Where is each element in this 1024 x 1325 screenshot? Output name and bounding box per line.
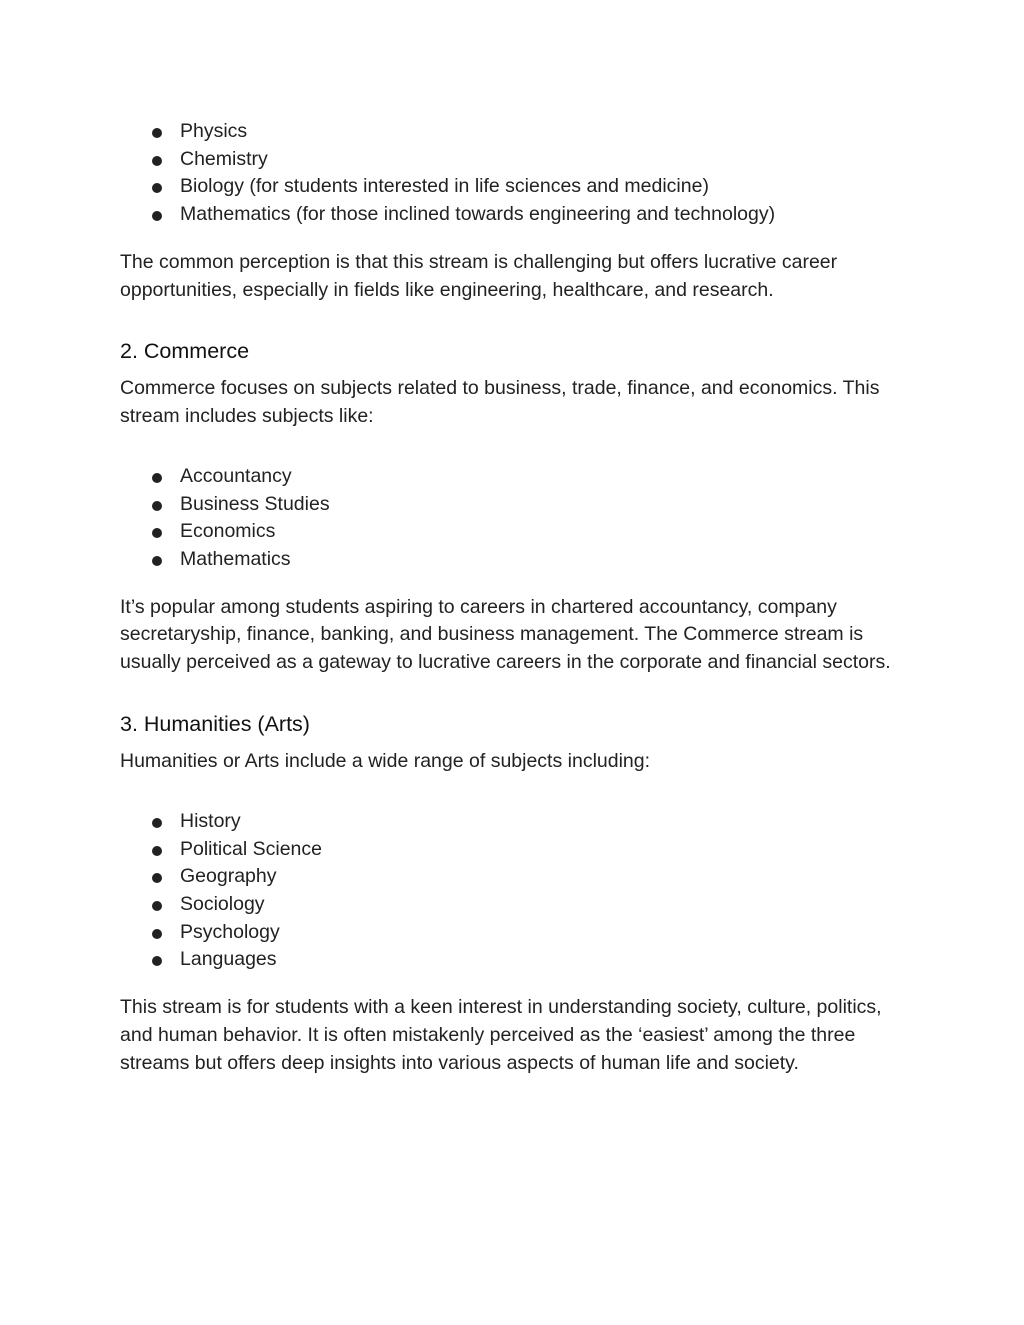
humanities-heading: 3. Humanities (Arts) (120, 712, 310, 737)
list-item (120, 118, 910, 146)
list-item-text: Sociology (180, 892, 265, 915)
list-item (120, 546, 910, 574)
list-item-text: Economics (180, 520, 276, 543)
list-item (120, 201, 910, 229)
bullet-icon (152, 556, 162, 566)
commerce-heading: 2. Commerce (120, 339, 250, 364)
list-item (120, 891, 910, 919)
bullet-icon (152, 846, 162, 856)
list-item (120, 836, 910, 864)
science-paragraph: The common perception is that this stream is challenging but offers lucrative career opportunities, especially in fields like engineering, healthcare, and research. (120, 250, 838, 301)
list-item (120, 863, 910, 891)
bullet-icon (152, 128, 162, 138)
bullet-icon (152, 473, 162, 483)
list-item (120, 808, 910, 836)
commerce-intro: Commerce focuses on subjects related to business, trade, finance, and economics. This stream includes subjects like: (120, 377, 880, 428)
bullet-icon (152, 873, 162, 883)
bullet-icon (152, 183, 162, 193)
document-page (120, 118, 910, 1077)
bullet-icon (152, 211, 162, 221)
list-item (120, 946, 910, 974)
list-item (120, 491, 910, 519)
commerce-subject-list (120, 463, 910, 574)
list-item-text: Accountancy (180, 464, 292, 487)
bullet-icon (152, 929, 162, 939)
list-item (120, 919, 910, 947)
list-item-text: Mathematics (for those inclined towards engineering and technology) (180, 203, 776, 226)
list-item (120, 173, 910, 201)
list-item-text: Languages (180, 948, 277, 971)
list-item (120, 518, 910, 546)
humanities-paragraph: This stream is for students with a keen interest in understanding society, culture, politics, and human behavior. It is often mistakenly perceived as the ‘easiest’ among the three streams but offers deep insights into various aspects of human life and society. (120, 996, 882, 1074)
bullet-icon (152, 501, 162, 511)
list-item-text: Business Studies (180, 492, 330, 515)
bullet-icon (152, 956, 162, 966)
list-item-text: History (180, 809, 241, 832)
bullet-icon (152, 901, 162, 911)
list-item-text: Biology (for students interested in life sciences and medicine) (180, 175, 709, 198)
list-item-text: Political Science (180, 837, 322, 860)
list-item-text: Chemistry (180, 147, 268, 170)
list-item-text: Physics (180, 120, 248, 142)
list-item (120, 146, 910, 174)
list-item (120, 463, 910, 491)
humanities-subject-list (120, 808, 910, 974)
commerce-paragraph: It’s popular among students aspiring to careers in chartered accountancy, company secretaryship, finance, banking, and business management. The Commerce stream is usually perceived as a gateway to lucrative careers in the corporate and financial sectors. (120, 595, 891, 674)
bullet-icon (152, 818, 162, 828)
bullet-icon (152, 528, 162, 538)
list-item-text: Mathematics (180, 548, 291, 570)
list-item-text: Psychology (180, 920, 280, 943)
humanities-intro: Humanities or Arts include a wide range of subjects including: (120, 750, 651, 773)
bullet-icon (152, 156, 162, 166)
list-item-text: Geography (180, 865, 277, 888)
science-subject-list (120, 118, 910, 229)
